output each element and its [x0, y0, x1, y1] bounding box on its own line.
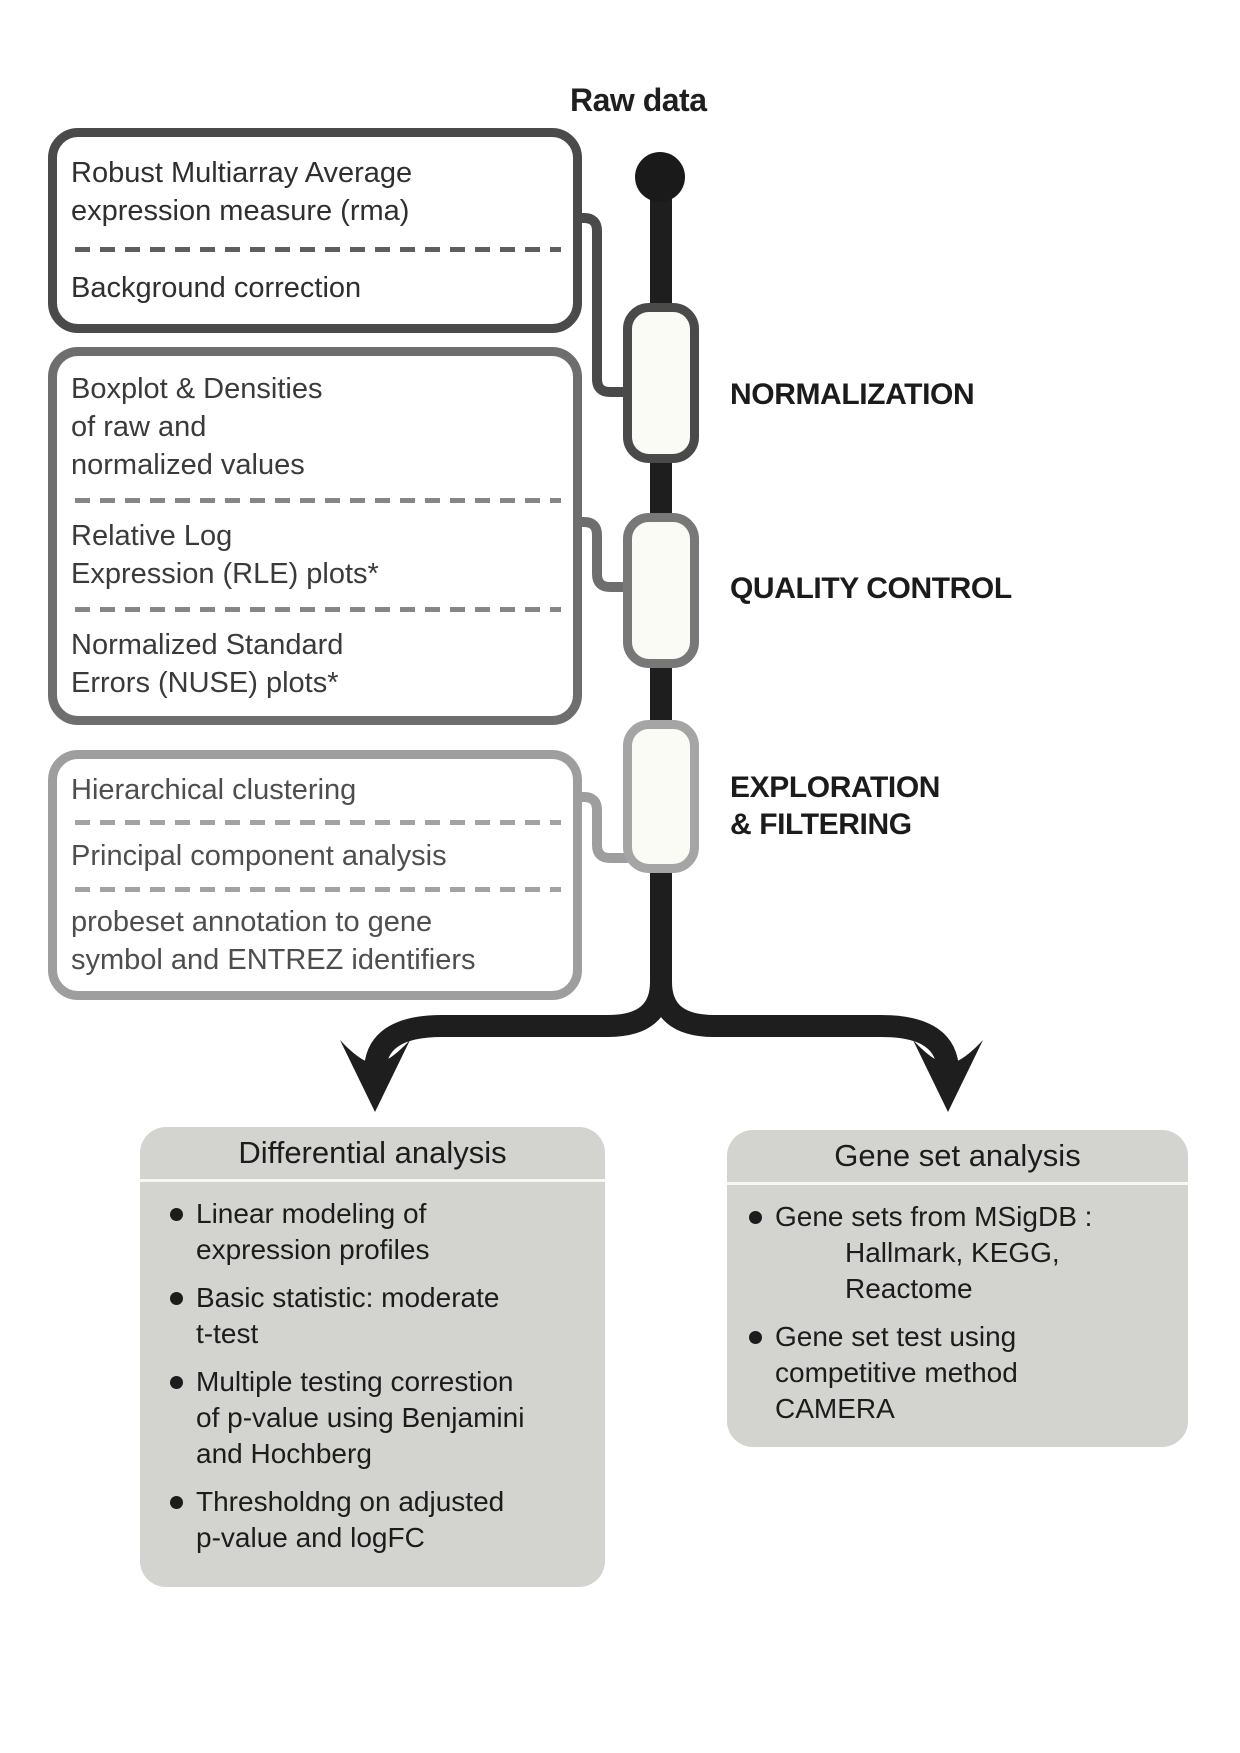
normalization-methods-content	[57, 137, 573, 324]
differential-analysis-panel	[140, 1127, 605, 1587]
gene-set-analysis-panel	[727, 1130, 1188, 1447]
raw-data-dot	[635, 152, 685, 202]
gene-set-analysis-title: Gene set analysis	[727, 1130, 1188, 1185]
bullet-item	[170, 1364, 599, 1472]
bullet-text: Gene set test using competitive method CAMERA	[775, 1321, 1018, 1424]
method-text: Background correction	[71, 272, 362, 304]
dashed-divider	[75, 607, 561, 612]
method-text: Robust Multiarray Average expression measure (rma)	[71, 157, 413, 227]
quality-control-node	[623, 513, 699, 668]
method-text: probeset annotation to gene symbol and ENTREZ identifiers	[71, 906, 476, 977]
bullet-item	[170, 1484, 599, 1556]
stage-label-normalization: NORMALIZATION	[730, 378, 975, 411]
connector-exploration	[574, 797, 628, 858]
branch-right	[661, 982, 948, 1072]
bullet-dot-icon	[170, 1496, 183, 1509]
bullet-dot-icon	[749, 1331, 762, 1344]
bullet-dot-icon	[170, 1376, 183, 1389]
bullet-dot-icon	[170, 1208, 183, 1221]
exploration-methods-box	[48, 750, 582, 1000]
bullet-text: Linear modeling of expression profiles	[196, 1198, 430, 1265]
quality-control-methods-box	[48, 347, 582, 725]
bullet-item	[749, 1319, 1182, 1427]
exploration-filtering-node	[623, 720, 699, 873]
connector-normalization	[574, 218, 628, 392]
differential-analysis-title: Differential analysis	[140, 1127, 605, 1182]
bullet-text: Thresholdng on adjusted p-value and logFC	[196, 1486, 505, 1553]
dashed-divider	[75, 247, 561, 252]
raw-data-label: Raw data	[570, 82, 707, 118]
connector-quality-control	[574, 522, 628, 587]
stage-label-quality-control: QUALITY CONTROL	[730, 572, 1012, 605]
method-text: Principal component analysis	[71, 839, 447, 872]
method-text: Normalized Standard Errors (NUSE) plots*	[71, 629, 344, 699]
dashed-divider	[75, 820, 561, 825]
differential-analysis-bullet-list	[140, 1182, 605, 1556]
bullet-dot-icon	[170, 1292, 183, 1305]
bullet-dot-icon	[749, 1211, 762, 1224]
method-text: Relative Log Expression (RLE) plots*	[71, 520, 379, 590]
bullet-item	[749, 1199, 1182, 1307]
method-text: Boxplot & Densities of raw and normalized values	[71, 373, 323, 481]
normalization-methods-box	[48, 128, 582, 333]
dashed-divider	[75, 887, 561, 892]
bullet-item	[170, 1280, 599, 1352]
exploration-methods-content	[57, 759, 573, 991]
method-text: Hierarchical clustering	[71, 773, 357, 806]
bullet-text: Multiple testing correstion of p-value using Benjamini and Hochberg	[196, 1366, 525, 1469]
dashed-divider	[75, 498, 561, 503]
gene-set-analysis-bullet-list	[727, 1185, 1188, 1427]
quality-control-methods-content	[57, 356, 573, 716]
bullet-text: Gene sets from MSigDB : Hallmark, KEGG, Reactome	[775, 1201, 1093, 1304]
bullet-item	[170, 1196, 599, 1268]
normalization-node	[623, 303, 699, 463]
bullet-text: Basic statistic: moderate t-test	[196, 1282, 500, 1349]
stage-label-exploration-filtering: EXPLORATION & FILTERING	[730, 771, 941, 841]
